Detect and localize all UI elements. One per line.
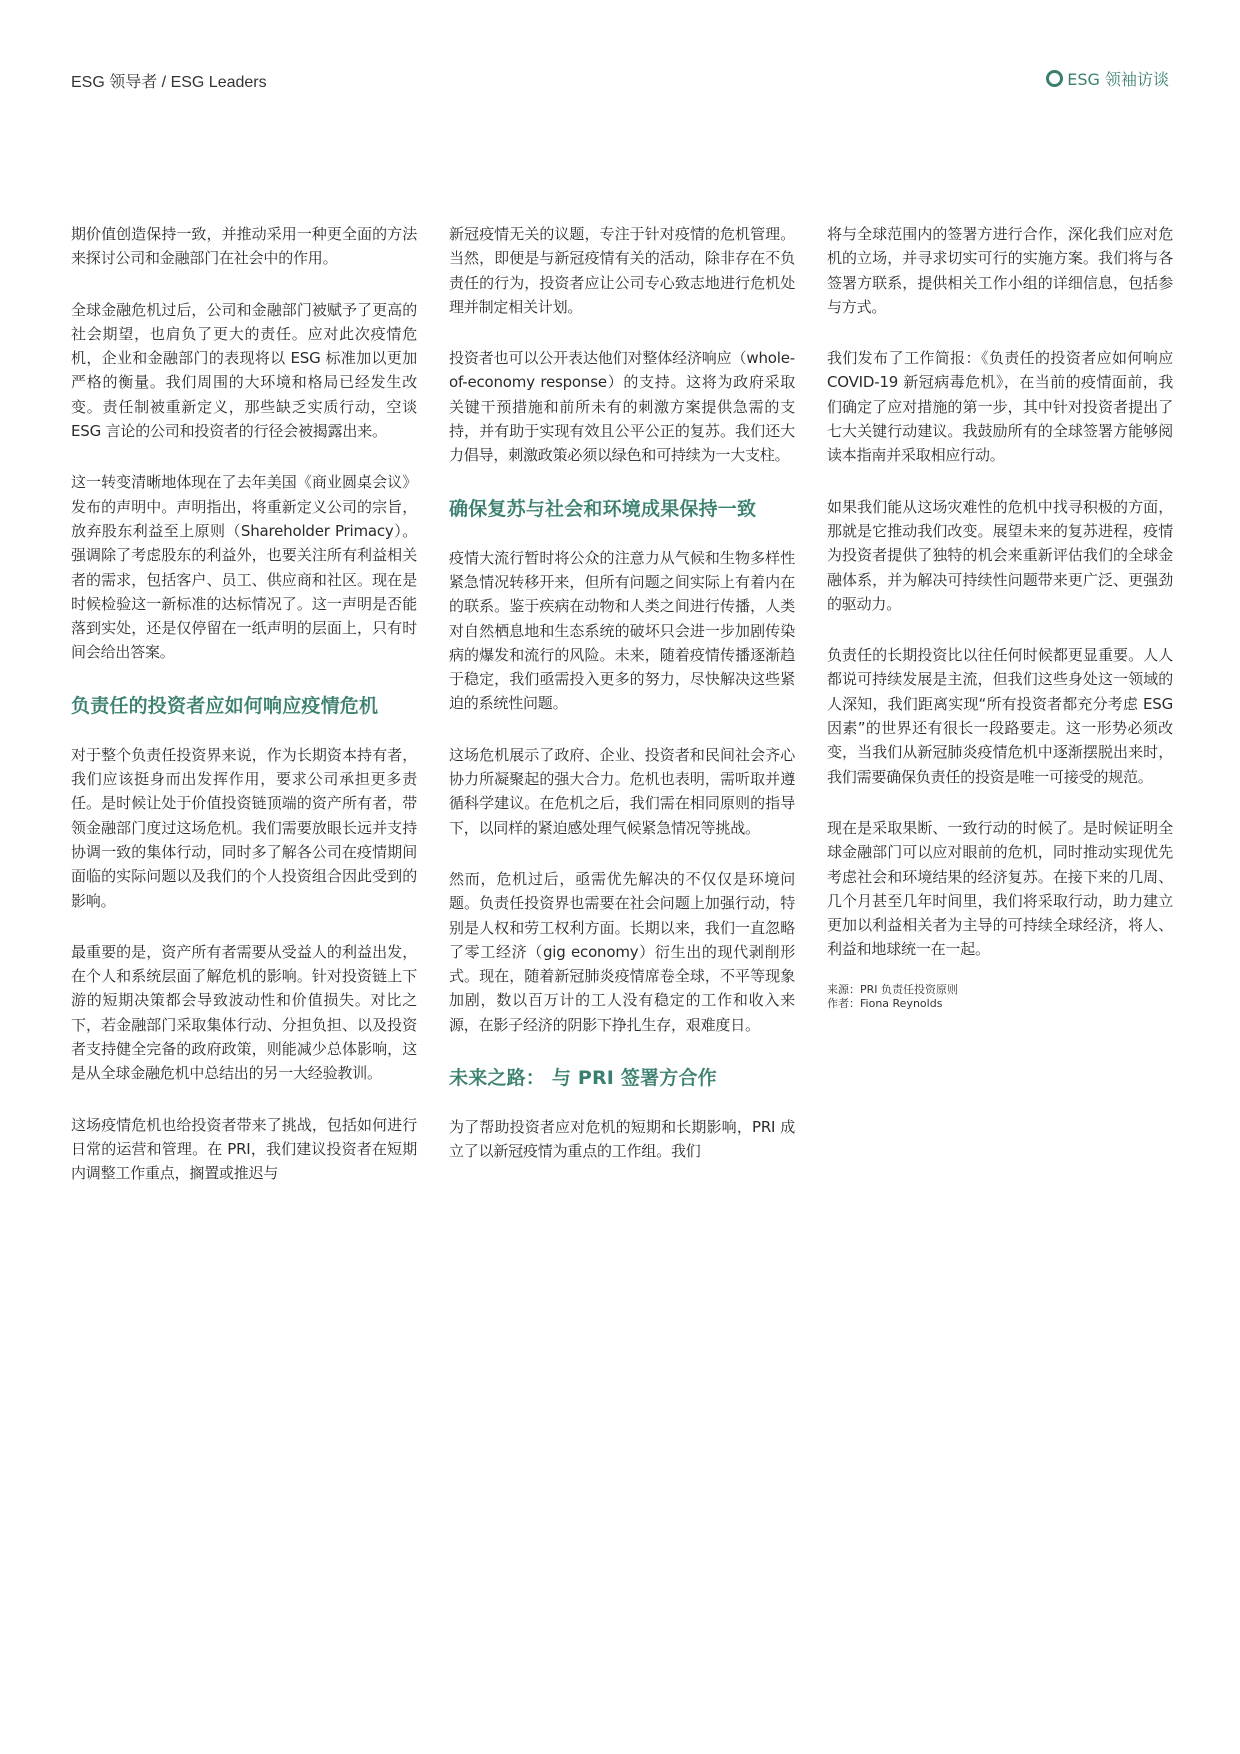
paragraph: 全球金融危机过后，公司和金融部门被赋予了更高的社会期望，也肩负了更大的责任。应对此次疫情危机，企业和金融部门的表现将以 ESG 标准加以更加严格的衡量。我们周围的大环境和格局已经发生改变。责任制被重新定义，那些缺乏实质行动，空谈 ESG 言论的公司和投资者的行径会被揭露出来。 [71,300,417,441]
paragraph: 投资者也可以公开表达他们对整体经济响应（whole-of-economy response）的支持。这将为政府采取关键干预措施和前所未有的刺激方案提供急需的支持，并有助于实现有效且公平公正的复苏。我们还大力倡导，刺激政策必须以绿色和可持续为一大支柱。 [449,349,795,465]
paragraph: 新冠疫情无关的议题，专注于针对疫情的危机管理。当然，即便是与新冠疫情有关的活动，除非存在不负责任的行为，投资者应让公司专心致志地进行危机处理并制定相关计划。 [449,225,795,316]
section-heading: 负责任的投资者应如何响应疫情危机 [71,694,379,717]
paragraph: 负责任的长期投资比以往任何时候都更显重要。人人都说可持续发展是主流，但我们这些身处这一领域的人深知，我们距离实现“所有投资者都充分考虑 ESG 因素”的世界还有很长一段路要走。这一形势必须改变，当我们从新冠肺炎疫情危机中逐渐摆脱出来时，我们需要确保负责任的投资是唯一可接受的规范。 [827,646,1173,786]
paragraph: 疫情大流行暂时将公众的注意力从气候和生物多样性紧急情况转移开来，但所有问题之间实际上有着内在的联系。鉴于疾病在动物和人类之间进行传播，人类对自然栖息地和生态系统的破坏只会进一步加剧传染病的爆发和流行的风险。未来，随着疫情传播逐渐趋于稳定，我们亟需投入更多的努力，尽快解决这些紧迫的系统性问题。 [449,548,795,713]
paragraph: 我们发布了工作简报：《负责任的投资者应如何响应 COVID-19 新冠病毒危机》，在当前的疫情面前，我们确定了应对措施的第一步，其中针对投资者提出了七大关键行动建议。我鼓励所有的全球签署方能够阅读本指南并采取相应行动。 [827,349,1173,465]
paragraph: 对于整个负责任投资界来说，作为长期资本持有者，我们应该挺身而出发挥作用，要求公司承担更多责任。是时候让处于价值投资链顶端的资产所有者，带领金融部门度过这场危机。我们需要放眼长远并支持协调一致的集体行动，同时多了解各公司在疫情期间面临的实际问题以及我们的个人投资组合因此受到的影响。 [71,745,417,910]
section-heading: 未来之路： 与 PRI 签署方合作 [449,1067,717,1090]
paragraph: 这场疫情危机也给投资者带来了挑战，包括如何进行日常的运营和管理。在 PRI，我们建议投资者在短期内调整工作重点，搁置或推迟与 [71,1115,417,1183]
paragraph: 最重要的是，资产所有者需要从受益人的利益出发，在个人和系统层面了解危机的影响。针对投资链上下游的短期决策都会导致波动性和价值损失。对比之下，若金融部门采取集体行动、分担负担、以及投资者支持健全完备的政府政策，则能减少总体影响，这是从全球金融危机中总结出的另一大经验教训。 [71,942,417,1083]
paragraph: 现在是采取果断、一致行动的时候了。是时候证明全球金融部门可以应对眼前的危机，同时推动实现优先考虑社会和环境结果的经济复苏。在接下来的几周、几个月甚至几年时间里，我们将采取行动，助力建立更加以利益相关者为主导的可持续全球经济，将人、利益和地球统一在一起。 [827,818,1173,959]
section-label [1046,67,1169,90]
section-label-text: ESG 领袖访谈 [1067,70,1169,89]
column-2 [449,222,795,1191]
source-line: 来源：PRI 负责任投资原则 [827,982,959,996]
paragraph: 然而，危机过后，亟需优先解决的不仅仅是环境问题。负责任投资界也需要在社会问题上加强行动，特别是人权和劳工权利方面。长期以来，我们一直忽略了零工经济（gig economy）衍生出的现代剥削形式。现在，随着新冠肺炎疫情席卷全球，不平等现象加剧，数以百万计的工人没有稳定的工作和收入来源，在影子经济的阴影下挣扎生存，艰难度日。 [449,869,795,1034]
column-1 [71,222,417,1213]
section-heading: 确保复苏与社会和环境成果保持一致 [449,497,757,520]
paragraph: 如果我们能从这场灾难性的危机中找寻积极的方面，那就是它推动我们改变。展望未来的复苏进程，疫情为投资者提供了独特的机会来重新评估我们的全球金融体系，并为解决可持续性问题带来更广泛、更强劲的驱动力。 [827,497,1173,613]
author-line: 作者：Fiona Reynolds [827,996,943,1010]
column-3 [827,222,1173,1011]
paragraph: 为了帮助投资者应对危机的短期和长期影响，PRI 成立了以新冠疫情为重点的工作组。我们 [449,1118,795,1161]
paragraph: 这一转变清晰地体现在了去年美国《商业圆桌会议》发布的声明中。声明指出，将重新定义公司的宗旨，放弃股东利益至上原则（Shareholder Primacy）。强调除了考虑股东的利益外，也要关注所有利益相关者的需求，包括客户、员工、供应商和社区。现在是时候检验这一新标准的达标情况了。这一声明是否能落到实处，还是仅停留在一纸声明的层面上，只有时间会给出答案。 [71,473,417,662]
paragraph: 期价值创造保持一致，并推动采用一种更全面的方法来探讨公司和金融部门在社会中的作用。 [71,225,417,268]
running-header-title: ESG 领导者 / ESG Leaders [71,74,267,91]
paragraph: 将与全球范围内的签署方进行合作，深化我们应对危机的立场，并寻求切实可行的实施方案。我们将与各签署方联系，提供相关工作小组的详细信息，包括参与方式。 [827,225,1173,316]
ring-icon [1046,70,1063,87]
paragraph: 这场危机展示了政府、企业、投资者和民间社会齐心协力所凝聚起的强大合力。危机也表明，需听取并遵循科学建议。在危机之后，我们需在相同原则的指导下，以同样的紧迫感处理气候紧急情况等挑战。 [449,745,795,837]
